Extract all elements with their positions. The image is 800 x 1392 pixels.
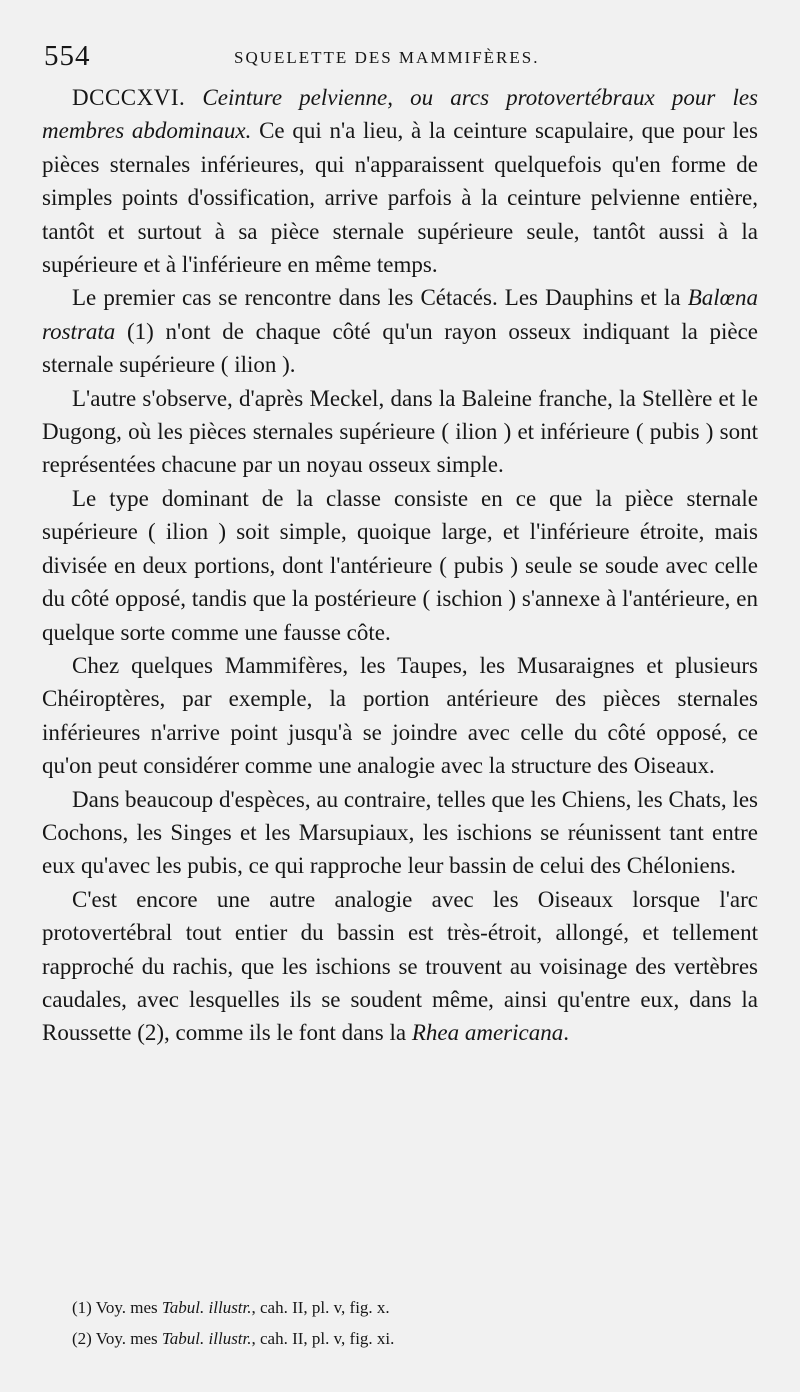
paragraph-section-heading [42, 81, 758, 281]
page-header [44, 40, 756, 80]
paragraph-text: . [563, 1020, 569, 1046]
footnote-prefix: Voy. mes [95, 1329, 158, 1348]
paragraph: Dans beaucoup d'espèces, au contraire, telles que les Chiens, les Chats, les Cochons, les Singes et les Marsupiaux, les ischions se réunissent tant entre eux qu'avec les pubis, ce qui rapproche leur bassin de celui des Chéloniens. [42, 786, 758, 879]
body-text [42, 81, 758, 1050]
paragraph-text: Le premier cas se rencontre dans les Cétacés. Les Dauphins et la [72, 285, 681, 311]
paragraph [42, 883, 758, 1050]
section-number: DCCCXVI. [72, 85, 186, 110]
species-name: Balœna rostrata [42, 285, 758, 344]
footnote [72, 1292, 762, 1323]
paragraph: Le type dominant de la classe consiste en ce que la pièce sternale supérieure ( ilion ) soit simple, quoique large, et l'inférieure étroite, mais divisée en deux portions, dont l'antérieure ( pubis ) seule se soude avec celle du côté opposé, tandis que la postérieure ( ischion ) s'annexe à l'antérieure, en quelque sorte comme une fausse côte. [42, 485, 758, 645]
species-name: Rhea americana [411, 1020, 564, 1046]
footnote-mark: (1) [72, 1298, 92, 1317]
paragraph-text: (1) n'ont de chaque côté qu'un rayon osseux indiquant la pièce sternale supérieure ( ilion ). [42, 318, 759, 378]
footnote-mark: (2) [72, 1329, 92, 1348]
paragraph [42, 281, 758, 381]
footnote-work-title: Tabul. illustr. [161, 1329, 252, 1348]
footnote [72, 1323, 762, 1354]
footnote-work-title: Tabul. illustr. [161, 1298, 252, 1317]
running-title: SQUELETTE DES MAMMIFÈRES. [234, 48, 540, 67]
footnote-prefix: Voy. mes [95, 1298, 158, 1317]
paragraph: Chez quelques Mammifères, les Taupes, les Musaraignes et plusieurs Chéiroptères, par exemple, la portion antérieure des pièces sternales inférieures n'arrive point jusqu'à se joindre avec celle du côté opposé, ce qu'on peut considérer comme une analogie avec la structure des Oiseaux. [42, 652, 758, 779]
footnote-reference: , cah. II, pl. v, fig. x. [251, 1298, 390, 1317]
paragraph-text: C'est encore une autre analogie avec les Oiseaux lorsque l'arc protovertébral tout entier du bassin est très-étroit, allongé, et tellement rapproché du rachis, que les ischions se trouvent au voisinage des vertèbres caudales, avec lesquelles ils se soudent même, ainsi qu'entre eux, dans la Roussette (2), comme ils le font dans la [42, 886, 758, 1046]
section-title: Ceinture pelvienne, ou arcs protovertébraux pour les membres abdominaux. [42, 85, 758, 144]
page-number: 554 [44, 40, 91, 72]
paragraph: L'autre s'observe, d'après Meckel, dans la Baleine franche, la Stellère et le Dugong, où les pièces sternales supérieure ( ilion ) et inférieure ( pubis ) sont représentées chacune par un noyau osseux simple. [42, 385, 758, 478]
paragraph-text: Ce qui n'a lieu, à la ceinture scapulaire, que pour les pièces sternales inférieures, qui n'apparaissent quelquefois qu'en forme de simples points d'ossification, arrive parfois à la ceinture pelvienne entière, tantôt et surtout à sa pièce sternale supérieure seule, tantôt aussi à la supérieure et à l'inférieure en même temps. [42, 118, 758, 278]
footnotes [72, 1292, 762, 1354]
footnote-reference: , cah. II, pl. v, fig. xi. [251, 1329, 395, 1348]
